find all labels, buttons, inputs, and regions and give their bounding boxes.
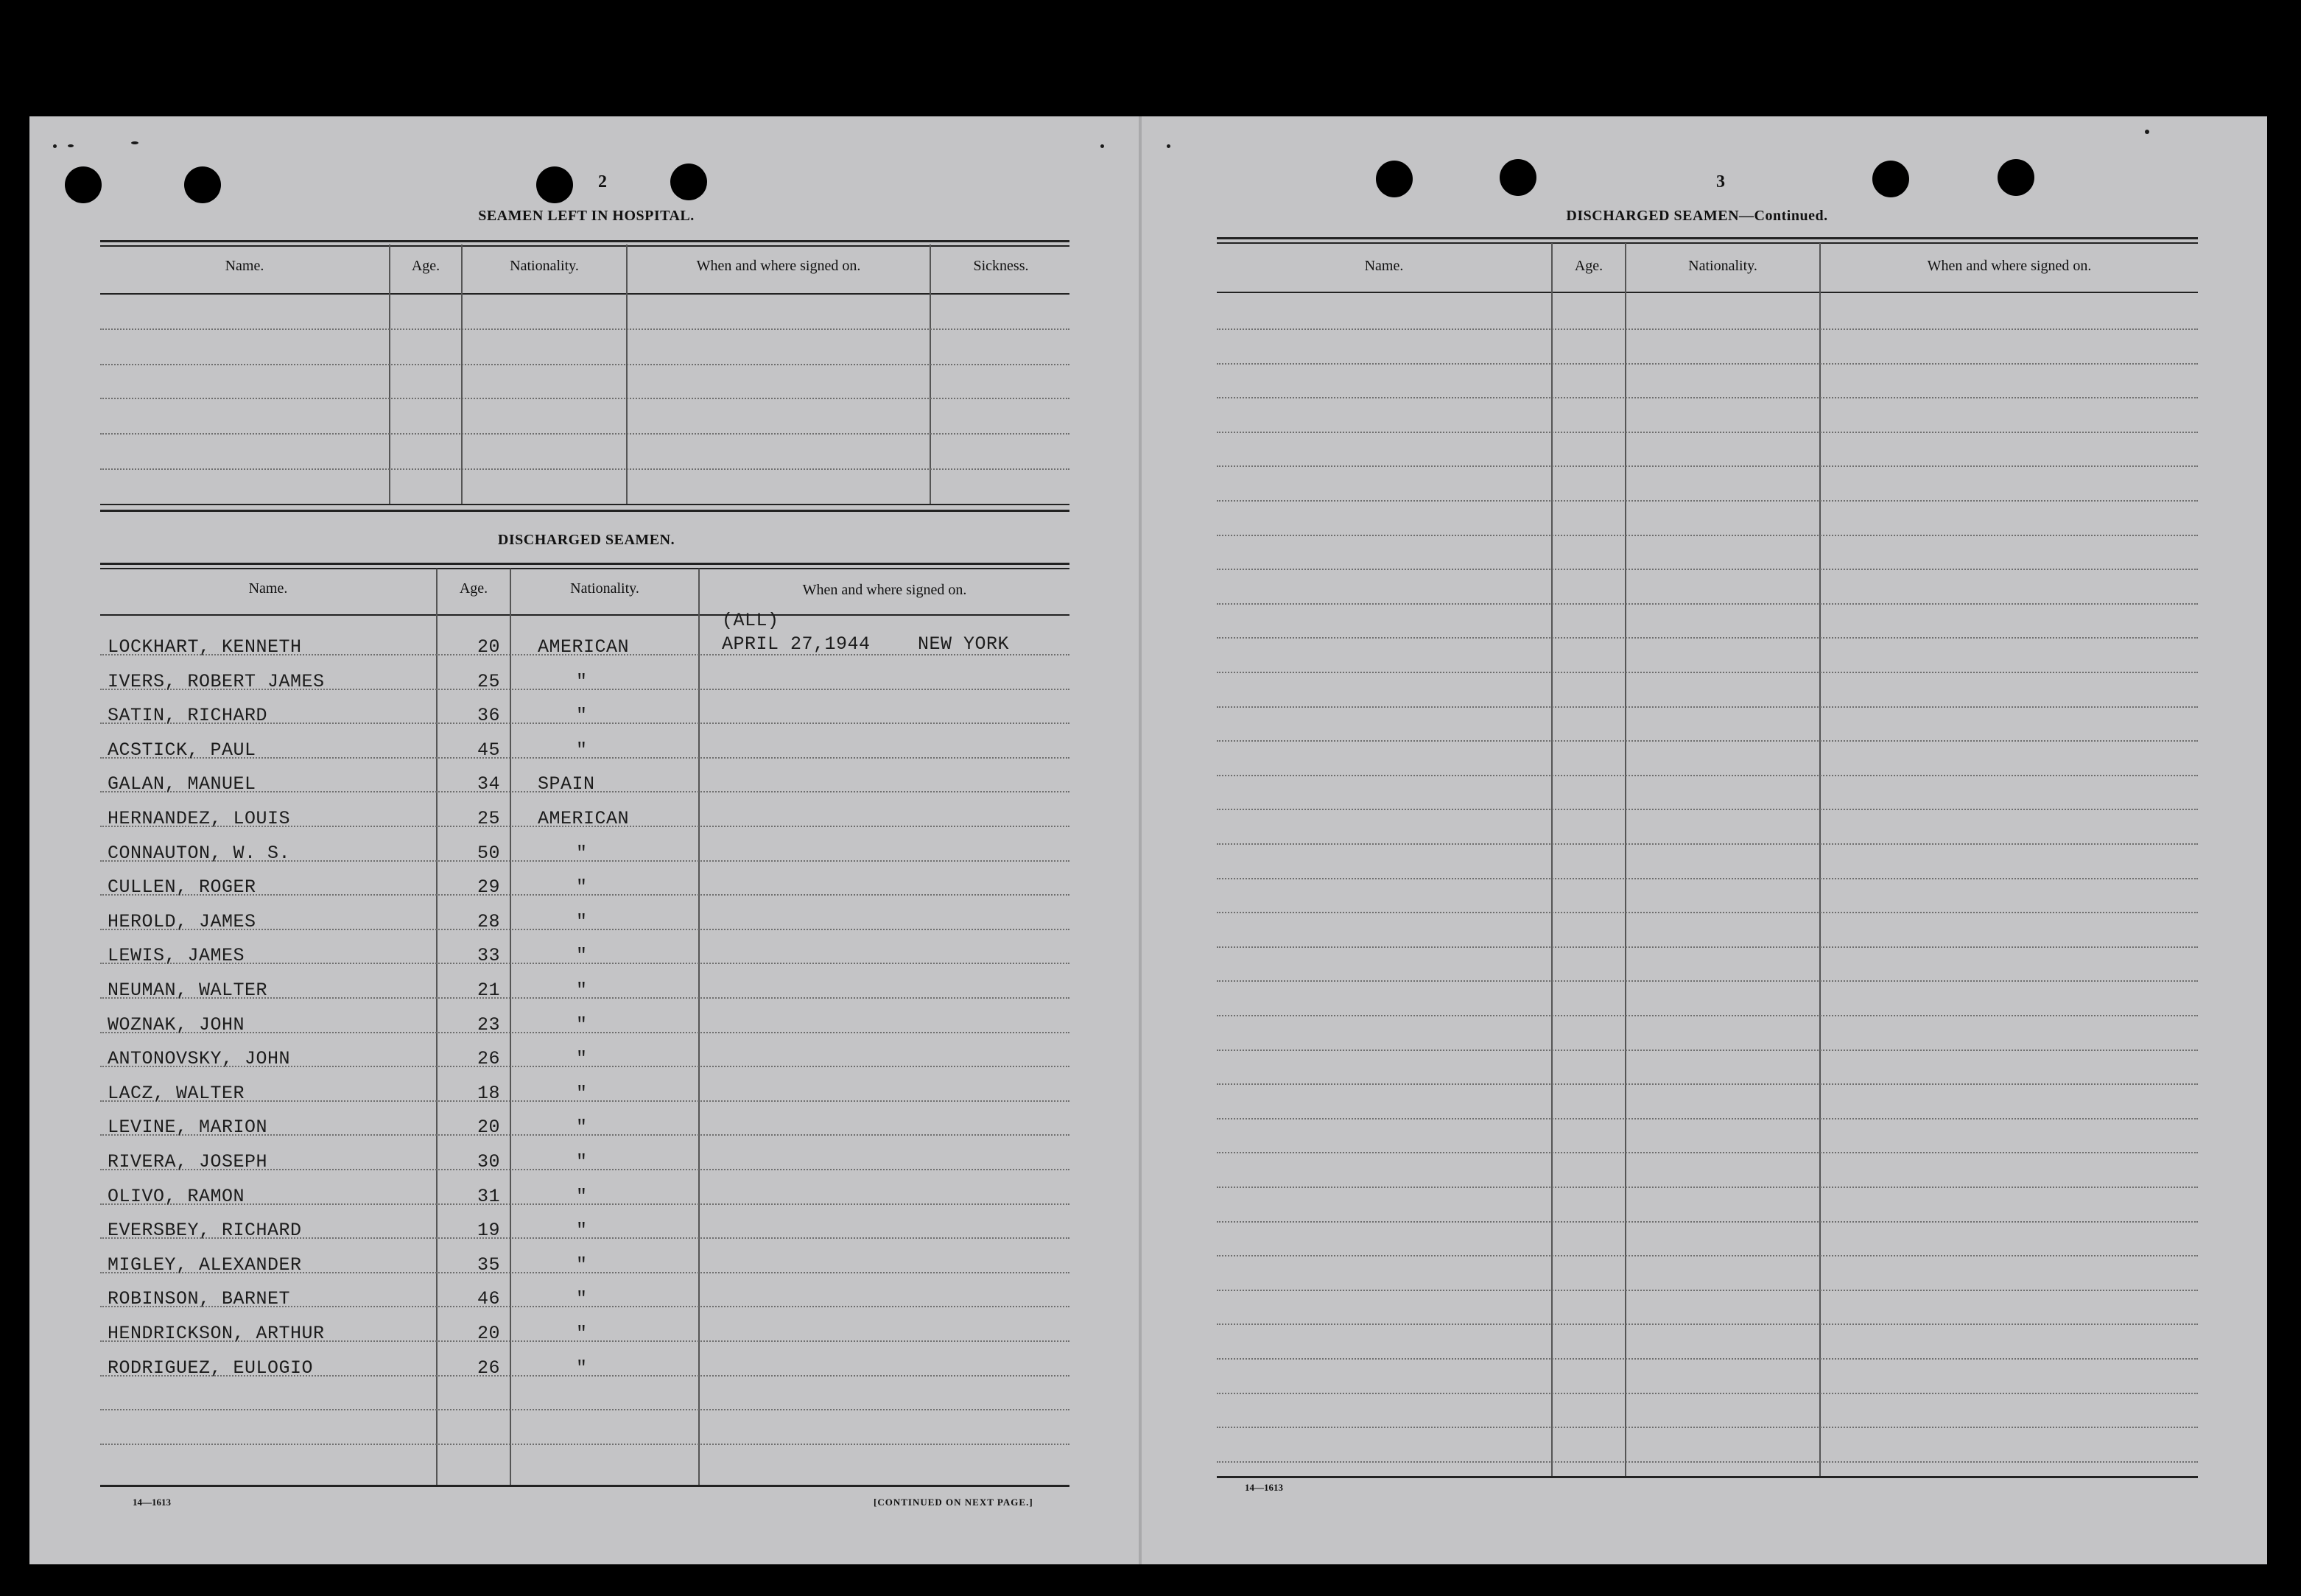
right-row-line	[1217, 432, 2198, 433]
right-row-line	[1217, 328, 2198, 330]
right-row-line	[1217, 1221, 2198, 1223]
page-number: 2	[598, 172, 607, 191]
hospital-row-line	[100, 468, 1069, 470]
seaman-name: LOCKHART, KENNETH	[108, 636, 302, 658]
discharged-bottom-rule	[100, 1485, 1069, 1487]
seaman-name: RIVERA, JOSEPH	[108, 1151, 268, 1173]
seaman-age: 45	[477, 739, 501, 761]
seaman-nationality: "	[576, 1357, 588, 1379]
right-top-rule	[1217, 237, 2198, 239]
right-row-line	[1217, 1358, 2198, 1360]
discharged-column-divider	[698, 569, 700, 1485]
hospital-top-rule	[100, 240, 1069, 242]
seaman-age: 20	[477, 1117, 501, 1138]
seaman-name: LACZ, WALTER	[108, 1083, 245, 1104]
punch-hole	[65, 166, 102, 203]
right-row-line	[1217, 740, 2198, 742]
seaman-age: 46	[477, 1288, 501, 1310]
seaman-nationality: "	[576, 739, 588, 761]
seaman-nationality: "	[576, 1048, 588, 1069]
seaman-name: WOZNAK, JOHN	[108, 1014, 245, 1036]
punch-hole	[184, 166, 221, 203]
seaman-age: 20	[477, 1323, 501, 1344]
hospital-column-divider	[389, 245, 390, 504]
seaman-age: 50	[477, 843, 501, 864]
right-row-line	[1217, 912, 2198, 913]
right-row-line	[1217, 569, 2198, 570]
seaman-name: ACSTICK, PAUL	[108, 739, 256, 761]
hospital-row-line	[100, 364, 1069, 365]
seaman-nationality: "	[576, 1151, 588, 1173]
right-row-line	[1217, 1461, 2198, 1463]
seaman-nationality: "	[576, 1117, 588, 1138]
speck	[131, 141, 138, 144]
seaman-name: RODRIGUEZ, EULOGIO	[108, 1357, 314, 1379]
discharged-top-rule	[100, 563, 1069, 565]
seaman-age: 34	[477, 773, 501, 795]
right-column-divider	[1551, 243, 1553, 1477]
speck	[1100, 144, 1104, 148]
seaman-age: 25	[477, 671, 501, 692]
right-row-line	[1217, 878, 2198, 879]
right-row-line	[1217, 946, 2198, 948]
seaman-name: GALAN, MANUEL	[108, 773, 256, 795]
hospital-header-signed-on: When and where signed on.	[696, 258, 861, 274]
discharged-section-title: DISCHARGED SEAMEN.	[497, 532, 675, 548]
right-row-line	[1217, 1393, 2198, 1394]
punch-hole	[1872, 161, 1909, 197]
seaman-age: 20	[477, 636, 501, 658]
hospital-header-nationality: Nationality.	[510, 258, 579, 274]
right-header-signed-on: When and where signed on.	[1927, 258, 2092, 274]
hospital-row-line	[100, 398, 1069, 399]
seaman-nationality: "	[576, 1014, 588, 1036]
seaman-name: LEVINE, MARION	[108, 1117, 268, 1138]
right-row-line	[1217, 1427, 2198, 1428]
discharged-top-rule	[100, 568, 1069, 569]
seaman-age: 31	[477, 1186, 501, 1207]
seaman-age: 35	[477, 1254, 501, 1276]
right-page	[1140, 116, 2267, 1564]
discharged-header-age: Age.	[459, 580, 488, 597]
form-code: 14—1613	[133, 1497, 171, 1508]
signed-on-date: APRIL 27,1944	[722, 633, 871, 655]
seaman-age: 30	[477, 1151, 501, 1173]
seaman-name: EVERSBEY, RICHARD	[108, 1220, 302, 1241]
seaman-age: 28	[477, 911, 501, 932]
continued-note: [CONTINUED ON NEXT PAGE.]	[874, 1497, 1033, 1508]
seaman-name: NEUMAN, WALTER	[108, 980, 268, 1001]
page-fold	[1139, 116, 1142, 1564]
right-row-line	[1217, 1187, 2198, 1188]
right-header-age: Age.	[1574, 258, 1603, 274]
punch-hole	[1998, 159, 2034, 196]
seaman-name: LEWIS, JAMES	[108, 945, 245, 966]
discharged-row-line	[100, 1444, 1069, 1445]
speck	[68, 144, 74, 147]
seaman-nationality: AMERICAN	[538, 636, 630, 658]
hospital-section-title: SEAMEN LEFT IN HOSPITAL.	[478, 208, 695, 224]
right-column-divider	[1625, 243, 1626, 1477]
right-header-name: Name.	[1364, 258, 1404, 274]
right-row-line	[1217, 363, 2198, 365]
speck	[1167, 144, 1170, 148]
seaman-nationality: "	[576, 980, 588, 1001]
seaman-name: IVERS, ROBERT JAMES	[108, 671, 325, 692]
seaman-nationality: "	[576, 1186, 588, 1207]
seaman-nationality: "	[576, 843, 588, 864]
punch-hole	[1376, 161, 1413, 197]
discharged-header-name: Name.	[248, 580, 288, 597]
hospital-bottom-rule	[100, 504, 1069, 505]
seaman-age: 25	[477, 808, 501, 829]
seaman-name: HERNANDEZ, LOUIS	[108, 808, 291, 829]
right-row-line	[1217, 843, 2198, 845]
right-row-line	[1217, 637, 2198, 639]
seaman-age: 29	[477, 876, 501, 898]
right-row-line	[1217, 809, 2198, 810]
seaman-age: 21	[477, 980, 501, 1001]
seaman-nationality: "	[576, 945, 588, 966]
hospital-header-sickness: Sickness.	[973, 258, 1029, 274]
right-top-rule	[1217, 242, 2198, 244]
seaman-age: 18	[477, 1083, 501, 1104]
right-row-line	[1217, 706, 2198, 708]
seaman-nationality: "	[576, 1288, 588, 1310]
hospital-bottom-rule	[100, 510, 1069, 512]
right-header-nationality: Nationality.	[1688, 258, 1757, 274]
seaman-name: ANTONOVSKY, JOHN	[108, 1048, 291, 1069]
seaman-name: HENDRICKSON, ARTHUR	[108, 1323, 325, 1344]
hospital-row-line	[100, 433, 1069, 435]
seaman-age: 23	[477, 1014, 501, 1036]
right-row-line	[1217, 1323, 2198, 1325]
seaman-age: 26	[477, 1048, 501, 1069]
discharged-column-divider	[510, 569, 511, 1485]
continued-section-title: DISCHARGED SEAMEN—Continued.	[1566, 208, 1828, 224]
seaman-nationality: "	[576, 876, 588, 898]
discharged-column-divider	[436, 569, 438, 1485]
right-row-line	[1217, 465, 2198, 467]
seaman-age: 33	[477, 945, 501, 966]
right-row-line	[1217, 1015, 2198, 1016]
seaman-nationality: "	[576, 1220, 588, 1241]
discharged-header-rule	[100, 614, 1069, 616]
punch-hole	[536, 166, 573, 203]
seaman-nationality: "	[576, 1083, 588, 1104]
seaman-age: 36	[477, 705, 501, 726]
right-row-line	[1217, 1050, 2198, 1051]
seaman-nationality: "	[576, 671, 588, 692]
right-row-line	[1217, 1083, 2198, 1085]
discharged-row-line	[100, 1409, 1069, 1410]
right-row-line	[1217, 1290, 2198, 1291]
right-row-line	[1217, 1255, 2198, 1256]
right-row-line	[1217, 672, 2198, 673]
speck	[53, 144, 57, 148]
right-header-rule	[1217, 292, 2198, 293]
hospital-header-name: Name.	[225, 258, 264, 274]
seaman-name: HEROLD, JAMES	[108, 911, 256, 932]
right-row-line	[1217, 603, 2198, 605]
hospital-top-rule	[100, 245, 1069, 247]
right-row-line	[1217, 1152, 2198, 1153]
hospital-header-age: Age.	[411, 258, 440, 274]
seaman-nationality: "	[576, 1323, 588, 1344]
seaman-nationality: "	[576, 1254, 588, 1276]
seaman-name: CONNAUTON, W. S.	[108, 843, 291, 864]
right-column-divider	[1819, 243, 1821, 1477]
hospital-column-divider	[930, 245, 931, 504]
seaman-nationality: SPAIN	[538, 773, 595, 795]
discharged-header-nationality: Nationality.	[570, 580, 639, 597]
seaman-nationality: "	[576, 911, 588, 932]
seaman-age: 19	[477, 1220, 501, 1241]
page-number: 3	[1716, 172, 1725, 191]
right-row-line	[1217, 535, 2198, 536]
right-row-line	[1217, 500, 2198, 502]
left-page	[29, 116, 1142, 1564]
discharged-header-signed-on: When and where signed on.	[802, 582, 967, 598]
right-row-line	[1217, 397, 2198, 398]
hospital-column-divider	[626, 245, 628, 504]
seaman-name: MIGLEY, ALEXANDER	[108, 1254, 302, 1276]
hospital-column-divider	[461, 245, 463, 504]
punch-hole	[670, 164, 707, 200]
punch-hole	[1500, 159, 1536, 196]
hospital-row-line	[100, 328, 1069, 330]
seaman-name: ROBINSON, BARNET	[108, 1288, 291, 1310]
seaman-nationality: AMERICAN	[538, 808, 630, 829]
right-row-line	[1217, 1118, 2198, 1119]
speck	[2145, 130, 2149, 134]
signed-on-note: (ALL)	[722, 610, 779, 631]
right-row-line	[1217, 775, 2198, 776]
right-bottom-rule	[1217, 1476, 2198, 1478]
form-code: 14—1613	[1245, 1482, 1283, 1493]
seaman-name: SATIN, RICHARD	[108, 705, 268, 726]
seaman-name: OLIVO, RAMON	[108, 1186, 245, 1207]
seaman-name: CULLEN, ROGER	[108, 876, 256, 898]
hospital-header-rule	[100, 293, 1069, 295]
right-row-line	[1217, 980, 2198, 982]
seaman-age: 26	[477, 1357, 501, 1379]
seaman-nationality: "	[576, 705, 588, 726]
signed-on-place: NEW YORK	[918, 633, 1010, 655]
